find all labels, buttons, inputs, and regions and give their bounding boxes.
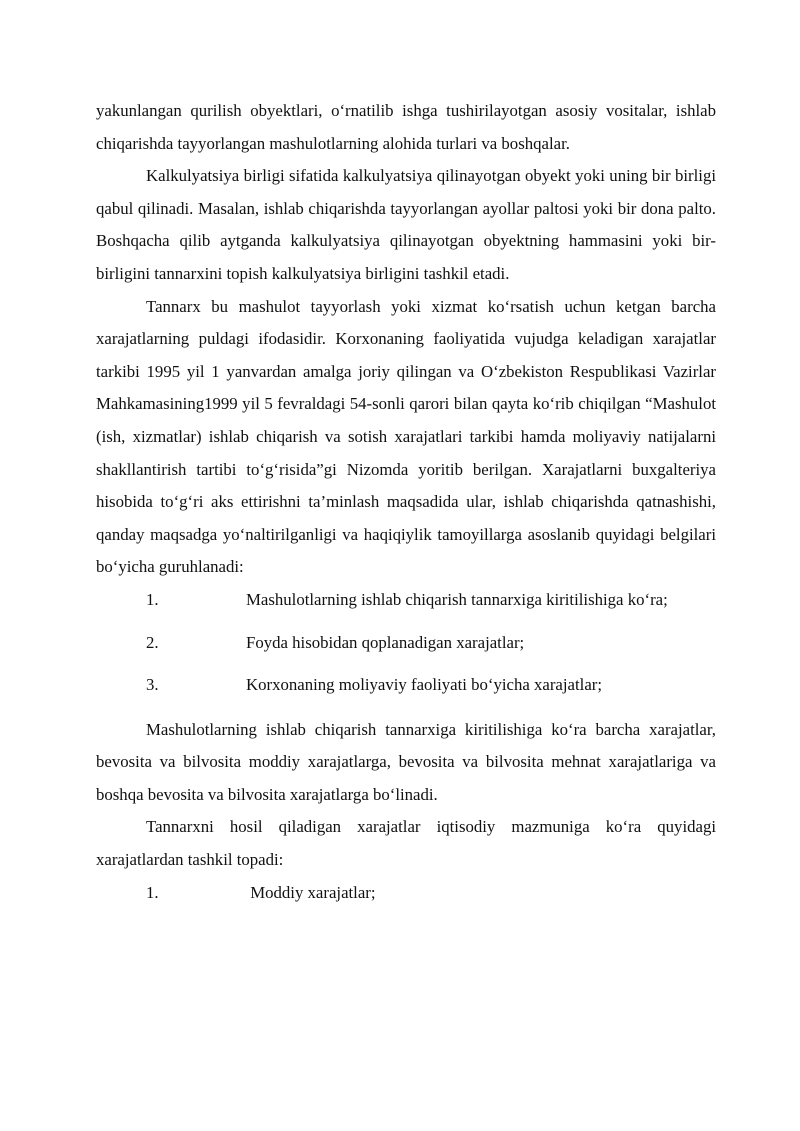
list-item: [96, 669, 716, 702]
paragraph-continued: yakunlangan qurilish obyektlari, o‘rnatilib ishga tushirilayotgan asosiy vositalar, ishlab chiqarishda tayyorlangan mashulotlarning alohida turlari va boshqalar.: [96, 101, 716, 153]
list-item-number: 3.: [146, 675, 159, 695]
classification-list: [96, 584, 716, 702]
paragraph-economic-content: Tannarxni hosil qiladigan xarajatlar iqtisodiy mazmuniga ko‘ra quyidagi xarajatlardan tashkil topadi:: [96, 817, 716, 870]
list-item: [96, 627, 716, 660]
list-item-text: Moddiy xarajatlar;: [246, 882, 376, 902]
list-item-number: 1.: [146, 882, 159, 902]
list-item-text: Korxonaning moliyaviy faoliyati bo‘yicha xarajatlar;: [246, 675, 603, 695]
list-item-text: Mashulotlarning ishlab chiqarish tannarxiga kiritilishiga ko‘ra;: [246, 589, 668, 609]
paragraph-tannarx-inclusion: Mashulotlarning ishlab chiqarish tannarxiga kiritilishiga ko‘ra barcha xarajatlar, bevosita va bilvosita moddiy xarajatlarga, bevosita va bilvosita mehnat xarajatlariga va boshqa bevosita va bilvosita xarajatlarga bo‘linadi.: [96, 719, 716, 804]
document-body: [96, 95, 716, 909]
list-item: [96, 877, 716, 910]
paragraph-kalkulyatsiya-birligi: Kalkulyatsiya birligi sifatida kalkulyatsiya qilinayotgan obyekt yoki uning bir birligi qabul qilinadi. Masalan, ishlab chiqarishda tayyorlangan ayollar paltosi yoki bir dona palto. Boshqacha qilib aytganda kalkulyatsiya qilinayotgan obyektning hammasini yoki bir-birligini tannarxini topish kalkulyatsiya birligini tashkil etadi.: [96, 166, 716, 283]
list-item-text: Foyda hisobidan qoplanadigan xarajatlar;: [246, 632, 525, 652]
paragraph-tannarx-definition: Tannarx bu mashulot tayyorlash yoki xizmat ko‘rsatish uchun ketgan barcha xarajatlarning puldagi ifodasidir. Korxonaning faoliyatida vujudga keladigan xarajatlar tarkibi 1995 yil 1 yanvardan amalga joriy qilingan va O‘zbekiston Respublikasi Vazirlar Mahkamasining1999 yil 5 fevraldagi 54-sonli qarori bilan qayta ko‘rib chiqilgan “Mashulot (ish, xizmatlar) ishlab chiqarish va sotish xarajatlari tarkibi hamda moliyaviy natijalarni shakllantirish tartibi to‘g‘risida”gi Nizomda yoritib berilgan. Xarajatlarni buxgalteriya hisobida to‘g‘ri aks ettirishni ta’minlash maqsadida ular, ishlab chiqarishda qatnashishi, qanday maqsadga yo‘naltirilganligi va haqiqiylik tamoyillarga asoslanib quyidagi belgilari bo‘yicha guruhlanadi:: [96, 296, 716, 577]
list-item-number: 1.: [146, 589, 159, 609]
list-item: [96, 584, 716, 617]
list-item-number: 2.: [146, 632, 159, 652]
